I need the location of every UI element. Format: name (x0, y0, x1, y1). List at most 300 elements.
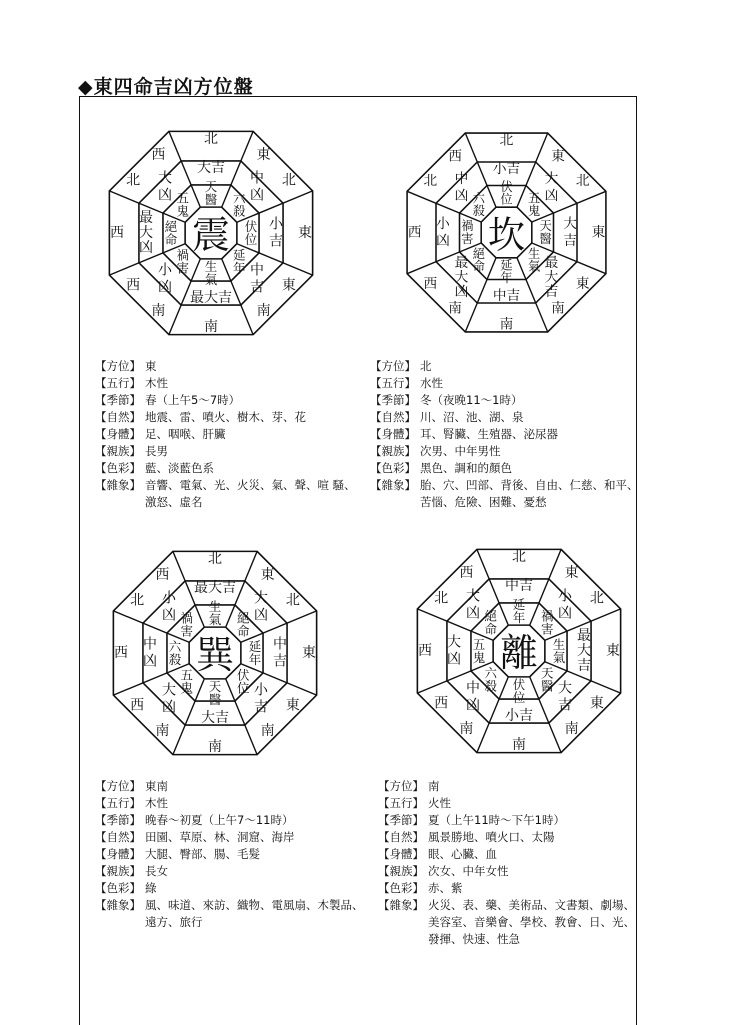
info-value: 東 (145, 359, 157, 373)
info-label: 【方位】 (95, 779, 141, 793)
outer-fortune-N: 小吉 (492, 160, 521, 177)
svg-text:醫: 醫 (208, 692, 222, 707)
info-row (370, 409, 640, 426)
info-value: 風景勝地、噴火口、太陽 (428, 830, 555, 844)
svg-text:吉: 吉 (577, 658, 591, 674)
svg-text:年: 年 (248, 652, 262, 667)
info-label: 【色彩】 (378, 881, 424, 895)
info-row (95, 795, 365, 812)
direction-label-NE-a: 東 (551, 148, 565, 165)
svg-text:絕: 絕 (472, 246, 485, 261)
info-value: 長女 (145, 864, 168, 878)
info-row (95, 409, 365, 426)
info-value: 音響、電氣、光、火災、氣、聲、喧 騷、激怒、虛名 (145, 478, 356, 509)
svg-text:命: 命 (237, 623, 250, 639)
svg-text:生: 生 (208, 599, 222, 614)
info-value: 眼、心臟、血 (428, 847, 497, 861)
direction-label-SE-b: 南 (256, 302, 271, 319)
direction-label-NW-a: 西 (448, 148, 462, 165)
info-row (95, 846, 365, 863)
svg-text:害: 害 (176, 260, 189, 276)
svg-text:殺: 殺 (168, 652, 182, 667)
info-row (378, 829, 638, 846)
info-value: 綠 (145, 881, 157, 895)
svg-text:大: 大 (139, 225, 153, 241)
middle-star-N (500, 179, 512, 207)
svg-text:凶: 凶 (250, 187, 264, 204)
info-label: 【身體】 (95, 427, 141, 441)
middle-star-W (165, 219, 178, 247)
svg-text:殺: 殺 (472, 204, 485, 219)
info-row (378, 812, 638, 829)
info-label: 【五行】 (95, 796, 141, 810)
direction-label-N: 北 (208, 551, 222, 567)
middle-star-S (205, 259, 218, 287)
svg-text:絕: 絕 (164, 219, 178, 234)
outer-fortune-NE (558, 589, 573, 622)
info-label: 【親族】 (95, 444, 141, 458)
svg-text:中: 中 (454, 171, 469, 188)
svg-text:吉: 吉 (544, 284, 559, 301)
direction-label-SE-a: 東 (575, 275, 590, 292)
svg-text:位: 位 (244, 232, 258, 247)
info-row (378, 863, 638, 880)
center-trigram: 巽 (195, 633, 235, 677)
info-label: 【五行】 (370, 376, 416, 390)
svg-text:生: 生 (552, 637, 566, 652)
svg-text:延: 延 (500, 258, 513, 273)
bagua-chart-xun (100, 538, 330, 768)
svg-text:鬼: 鬼 (180, 680, 193, 696)
info-value: 次男、中年男性 (420, 444, 501, 458)
svg-text:中: 中 (250, 262, 264, 279)
middle-star-W (473, 637, 486, 665)
info-label: 【方位】 (378, 779, 424, 793)
svg-text:氣: 氣 (528, 259, 541, 274)
direction-label-NW-b: 北 (434, 590, 449, 607)
svg-text:五: 五 (180, 667, 193, 683)
info-value: 晚春～初夏（上午7～11時） (145, 813, 294, 827)
direction-label-SW-b: 南 (448, 300, 462, 317)
svg-text:大: 大 (563, 216, 577, 233)
info-row (378, 880, 638, 897)
svg-text:醫: 醫 (204, 192, 218, 207)
svg-text:大: 大 (447, 634, 461, 651)
direction-label-S: 南 (499, 316, 514, 333)
direction-label-NE-a: 東 (564, 565, 579, 582)
middle-star-NE (237, 611, 250, 639)
svg-text:六: 六 (233, 190, 246, 206)
outer-fortune-NE (250, 170, 264, 204)
svg-text:吉: 吉 (254, 699, 268, 716)
svg-text:最: 最 (577, 628, 591, 644)
direction-label-N: 北 (512, 549, 526, 565)
direction-label-S: 南 (512, 737, 526, 753)
info-label: 【自然】 (370, 410, 416, 424)
svg-text:凶: 凶 (158, 279, 172, 296)
outer-fortune-NE (545, 170, 559, 204)
direction-label-NE-b: 北 (575, 173, 590, 190)
svg-text:最: 最 (454, 254, 469, 271)
info-row (370, 358, 640, 375)
info-label: 【雜象】 (95, 898, 141, 912)
svg-text:中: 中 (250, 170, 264, 187)
middle-star-NE (528, 191, 540, 218)
svg-text:延: 延 (233, 247, 246, 263)
outer-fortune-S: 小吉 (505, 708, 533, 724)
info-row (370, 460, 640, 477)
direction-label-NW-a: 西 (459, 565, 474, 582)
direction-label-SW-b: 南 (459, 720, 474, 737)
svg-text:大: 大 (254, 590, 268, 607)
outer-fortune-E (563, 215, 577, 249)
center-trigram: 坎 (487, 212, 526, 257)
svg-text:吉: 吉 (563, 232, 577, 249)
middle-star-SW (180, 667, 193, 695)
info-label: 【季節】 (95, 393, 141, 407)
info-row (95, 863, 365, 880)
outer-fortune-SW (455, 255, 469, 300)
svg-text:大: 大 (454, 269, 469, 286)
info-value: 赤、紫 (428, 881, 463, 895)
outer-fortune-N: 最大吉 (194, 580, 236, 596)
svg-text:年: 年 (500, 270, 513, 285)
middle-star-N (205, 179, 218, 207)
svg-text:大: 大 (162, 682, 176, 699)
svg-text:六: 六 (168, 639, 182, 654)
svg-text:天: 天 (204, 179, 218, 194)
svg-text:醫: 醫 (539, 231, 552, 246)
info-value: 火災、表、藥、美術品、文書類、劇場、美容室、音樂會、學校、教會、日、光、發揮、快速、性急 (428, 898, 635, 946)
outer-fortune-SW (466, 680, 480, 714)
svg-text:凶: 凶 (158, 187, 172, 204)
svg-text:中: 中 (273, 636, 287, 653)
info-label: 【方位】 (370, 359, 416, 373)
direction-label-SW-a: 西 (126, 277, 141, 294)
svg-text:吉: 吉 (250, 279, 264, 296)
outer-fortune-N: 大吉 (197, 160, 225, 176)
svg-text:伏: 伏 (244, 219, 258, 234)
svg-text:位: 位 (500, 192, 513, 207)
info-row (370, 375, 640, 392)
info-row (378, 846, 638, 863)
svg-text:大: 大 (577, 643, 591, 659)
svg-text:凶: 凶 (466, 697, 480, 714)
info-label: 【五行】 (95, 376, 141, 390)
svg-text:吉: 吉 (273, 653, 287, 670)
direction-label-NW-a: 西 (155, 567, 170, 584)
svg-text:小: 小 (158, 262, 172, 279)
svg-text:小: 小 (269, 216, 283, 233)
outer-fortune-SE (558, 680, 572, 714)
svg-text:吉: 吉 (558, 697, 572, 714)
middle-star-N (513, 597, 526, 625)
direction-label-NW-b: 北 (423, 173, 438, 190)
info-value: 次女、中年女性 (428, 864, 509, 878)
direction-label-SW-b: 南 (155, 722, 170, 739)
info-row (95, 460, 365, 477)
middle-star-E (540, 219, 552, 246)
direction-label-SE-a: 東 (281, 277, 296, 294)
outer-fortune-W (139, 210, 153, 256)
info-label: 【雜象】 (378, 898, 424, 912)
svg-text:凶: 凶 (454, 187, 469, 204)
outer-fortune-W (143, 636, 157, 670)
svg-text:小: 小 (558, 588, 572, 605)
svg-text:位: 位 (512, 690, 526, 705)
info-label: 【自然】 (378, 830, 424, 844)
direction-label-W: 西 (114, 645, 128, 661)
info-label: 【雜象】 (95, 478, 141, 492)
middle-star-NW (180, 611, 193, 639)
direction-label-SE-b: 南 (564, 720, 579, 737)
direction-label-E: 東 (591, 224, 606, 241)
svg-text:生: 生 (204, 259, 218, 274)
svg-text:最: 最 (544, 254, 559, 271)
direction-label-NE-b: 北 (285, 592, 300, 609)
bagua-chart-zhen (96, 118, 326, 348)
svg-text:禍: 禍 (541, 608, 554, 624)
svg-text:位: 位 (237, 680, 250, 696)
svg-text:凶: 凶 (454, 284, 469, 301)
info-row (95, 358, 365, 375)
info-label: 【親族】 (378, 864, 424, 878)
info-value: 足、咽喉、肝臟 (145, 427, 226, 441)
info-label: 【身體】 (378, 847, 424, 861)
info-row (370, 477, 640, 511)
svg-text:鬼: 鬼 (472, 650, 486, 665)
info-value: 木性 (145, 796, 168, 810)
direction-label-NE-b: 北 (589, 590, 604, 607)
middle-star-NE (233, 191, 246, 219)
info-value: 火性 (428, 796, 451, 810)
svg-text:延: 延 (512, 597, 526, 612)
info-label: 【季節】 (370, 393, 416, 407)
middle-star-S (500, 258, 512, 285)
info-value: 木性 (145, 376, 168, 390)
svg-text:年: 年 (233, 260, 246, 276)
info-label: 【親族】 (95, 864, 141, 878)
info-row (95, 880, 365, 897)
info-value: 地震、雷、噴火、樹木、芽、花 (145, 410, 306, 424)
info-value: 黑色、調和的顏色 (420, 461, 512, 475)
direction-label-E: 東 (302, 645, 316, 661)
svg-text:大: 大 (544, 269, 559, 286)
svg-text:天: 天 (539, 219, 552, 234)
direction-label-SW-a: 西 (423, 275, 438, 292)
center-trigram: 震 (191, 213, 231, 257)
svg-text:凶: 凶 (254, 607, 268, 624)
svg-text:小: 小 (436, 216, 450, 233)
svg-text:小: 小 (254, 682, 268, 699)
svg-text:伏: 伏 (237, 667, 250, 683)
svg-text:吉: 吉 (269, 233, 283, 250)
info-value: 川、沼、池、湖、泉 (420, 410, 524, 424)
bagua-chart-li (404, 536, 634, 766)
svg-text:醫: 醫 (541, 678, 554, 694)
direction-label-SE-a: 東 (589, 695, 604, 712)
info-xun (95, 778, 365, 931)
bagua-chart-kan (394, 120, 619, 345)
svg-text:凶: 凶 (162, 699, 176, 716)
info-value: 東南 (145, 779, 168, 793)
outer-fortune-S: 大吉 (201, 710, 229, 726)
middle-star-N (209, 599, 222, 627)
info-value: 冬（夜晚11～1時） (420, 393, 523, 407)
middle-star-NE (541, 609, 554, 637)
svg-text:伏: 伏 (500, 180, 513, 195)
info-label: 【親族】 (370, 444, 416, 458)
info-label: 【色彩】 (95, 461, 141, 475)
outer-fortune-SE (254, 683, 269, 716)
info-kan (370, 358, 640, 511)
middle-star-E (245, 219, 258, 247)
info-row (95, 477, 365, 511)
svg-text:殺: 殺 (233, 203, 246, 219)
svg-text:殺: 殺 (484, 678, 497, 694)
info-row (95, 812, 365, 829)
info-row (95, 426, 365, 443)
outer-fortune-SW (158, 263, 173, 296)
outer-fortune-NW (455, 170, 469, 204)
middle-star-NW (176, 191, 189, 219)
outer-fortune-N: 中吉 (505, 578, 533, 594)
direction-label-NW-b: 北 (126, 172, 141, 189)
svg-text:絕: 絕 (237, 610, 250, 626)
middle-star-NW (473, 191, 486, 218)
page-title: ◆東四命吉凶方位盤 (78, 76, 254, 98)
svg-text:凶: 凶 (466, 605, 480, 622)
middle-star-S (513, 677, 526, 705)
svg-text:凶: 凶 (544, 187, 559, 204)
svg-text:生: 生 (528, 246, 541, 261)
middle-star-E (553, 637, 566, 665)
svg-text:氣: 氣 (208, 612, 222, 627)
svg-text:伏: 伏 (512, 677, 526, 692)
svg-text:禍: 禍 (176, 247, 189, 263)
svg-text:絕: 絕 (484, 608, 497, 624)
outer-fortune-NE (254, 590, 268, 624)
info-value: 夏（上午11時～下午1時） (428, 813, 565, 827)
info-label: 【自然】 (95, 410, 141, 424)
middle-star-S (209, 679, 222, 707)
info-row (95, 443, 365, 460)
info-row (95, 829, 365, 846)
svg-text:害: 害 (461, 231, 474, 246)
info-row (378, 795, 638, 812)
info-value: 北 (420, 359, 432, 373)
direction-label-S: 南 (208, 739, 222, 755)
info-row (370, 392, 640, 409)
info-label: 【季節】 (378, 813, 424, 827)
info-label: 【方位】 (95, 359, 141, 373)
middle-star-W (461, 219, 473, 246)
direction-label-SE-a: 東 (285, 697, 300, 714)
info-value: 長男 (145, 444, 168, 458)
middle-star-SE (237, 667, 250, 695)
outer-fortune-S: 最大吉 (190, 290, 232, 306)
svg-text:害: 害 (541, 621, 554, 637)
info-value: 藍、淡藍色系 (145, 461, 214, 475)
info-row (95, 392, 365, 409)
svg-text:氣: 氣 (204, 272, 218, 287)
center-trigram: 離 (499, 631, 539, 675)
outer-fortune-W (436, 216, 450, 249)
svg-text:害: 害 (180, 623, 193, 639)
direction-label-W: 西 (418, 643, 432, 659)
direction-label-NW-b: 北 (130, 592, 145, 609)
info-li (378, 778, 638, 948)
svg-text:五: 五 (176, 190, 189, 206)
svg-text:六: 六 (472, 191, 485, 206)
svg-text:凶: 凶 (558, 605, 572, 622)
svg-text:命: 命 (484, 621, 497, 637)
direction-label-SE-b: 南 (260, 722, 275, 739)
outer-fortune-NW (466, 588, 480, 622)
info-label: 【色彩】 (370, 461, 416, 475)
info-value: 大腿、臀部、腸、毛髮 (145, 847, 260, 861)
svg-text:凶: 凶 (162, 607, 176, 624)
info-label: 【身體】 (370, 427, 416, 441)
direction-label-NW-a: 西 (151, 147, 166, 164)
info-label: 【季節】 (95, 813, 141, 827)
svg-text:命: 命 (164, 232, 178, 247)
svg-text:凶: 凶 (447, 651, 461, 668)
info-row (370, 426, 640, 443)
middle-star-NW (484, 609, 497, 637)
svg-text:大: 大 (158, 170, 172, 187)
outer-fortune-NW (162, 591, 177, 624)
info-value: 田園、草原、林、洞窟、海岸 (145, 830, 295, 844)
svg-text:氣: 氣 (552, 650, 566, 665)
info-value: 水性 (420, 376, 443, 390)
direction-label-SW-b: 南 (151, 302, 166, 319)
svg-text:凶: 凶 (436, 232, 450, 249)
middle-star-SW (484, 665, 497, 693)
outer-fortune-E (273, 636, 287, 670)
svg-text:最: 最 (139, 210, 153, 226)
svg-text:五: 五 (472, 637, 486, 652)
outer-fortune-SE (250, 262, 264, 296)
middle-star-E (249, 639, 262, 667)
info-value: 胎、穴、凹部、背後、自由、仁慈、和平、苦惱、危險、困難、憂愁 (420, 478, 639, 509)
svg-text:凶: 凶 (139, 240, 153, 256)
middle-star-W (169, 639, 182, 667)
info-label: 【五行】 (378, 796, 424, 810)
info-row (378, 897, 638, 948)
middle-star-SE (541, 665, 554, 693)
direction-label-SW-a: 西 (130, 697, 145, 714)
svg-text:禍: 禍 (461, 219, 474, 234)
middle-star-SW (176, 247, 189, 275)
info-label: 【身體】 (95, 847, 141, 861)
svg-text:凶: 凶 (143, 653, 157, 670)
outer-fortune-E (577, 628, 591, 674)
svg-text:命: 命 (472, 259, 485, 274)
direction-label-NE-a: 東 (260, 567, 275, 584)
direction-label-E: 東 (298, 225, 312, 241)
direction-label-N: 北 (204, 131, 218, 147)
info-row (370, 443, 640, 460)
svg-text:中: 中 (466, 680, 480, 697)
outer-fortune-E (269, 217, 284, 250)
direction-label-SW-a: 西 (434, 695, 449, 712)
svg-text:小: 小 (162, 590, 176, 607)
info-row (378, 778, 638, 795)
outer-fortune-NW (158, 170, 172, 204)
direction-label-N: 北 (499, 132, 514, 149)
direction-label-NE-b: 北 (281, 172, 296, 189)
